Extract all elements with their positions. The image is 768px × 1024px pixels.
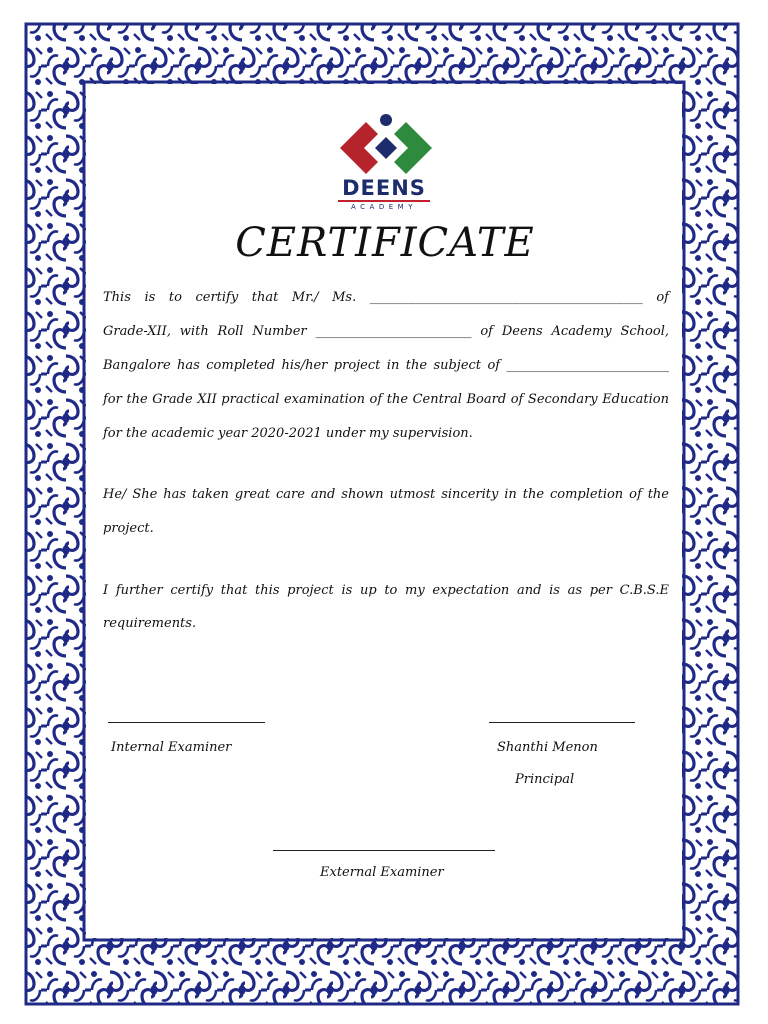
body-line-2: Grade-XII, with Roll Number ________________________ of Deens Academy School, [103, 324, 669, 339]
internal-examiner-label: Internal Examiner [111, 740, 232, 755]
paragraph-3-line-1: I further certify that this project is up to my expectation and is as per C.B.S.E [103, 583, 669, 598]
external-examiner-label: External Examiner [320, 865, 444, 880]
external-examiner-signature-line [273, 850, 495, 851]
principal-signature-line [489, 722, 635, 723]
paragraph-3-line-2: requirements. [103, 616, 197, 631]
principal-title: Principal [515, 772, 575, 787]
body-line-1: This is to certify that Mr./ Ms. __________________________________________ of [103, 290, 669, 305]
body-line-4: for the Grade XII practical examination of the Central Board of Secondary Education [103, 392, 669, 407]
logo-name: DEENS [342, 176, 426, 200]
paragraph-2-line-2: project. [103, 521, 154, 536]
body-line-5: for the academic year 2020-2021 under my supervision. [103, 426, 473, 441]
paragraph-2-line-1: He/ She has taken great care and shown utmost sincerity in the completion of the [103, 487, 669, 502]
internal-examiner-signature-line [108, 722, 265, 723]
body-line-3: Bangalore has completed his/her project in the subject of _________________________ [103, 358, 669, 373]
principal-name: Shanthi Menon [497, 740, 598, 755]
certificate-title: CERTIFICATE [235, 220, 535, 266]
logo-rule [338, 200, 430, 202]
logo-subtitle: ACADEMY [351, 203, 417, 211]
